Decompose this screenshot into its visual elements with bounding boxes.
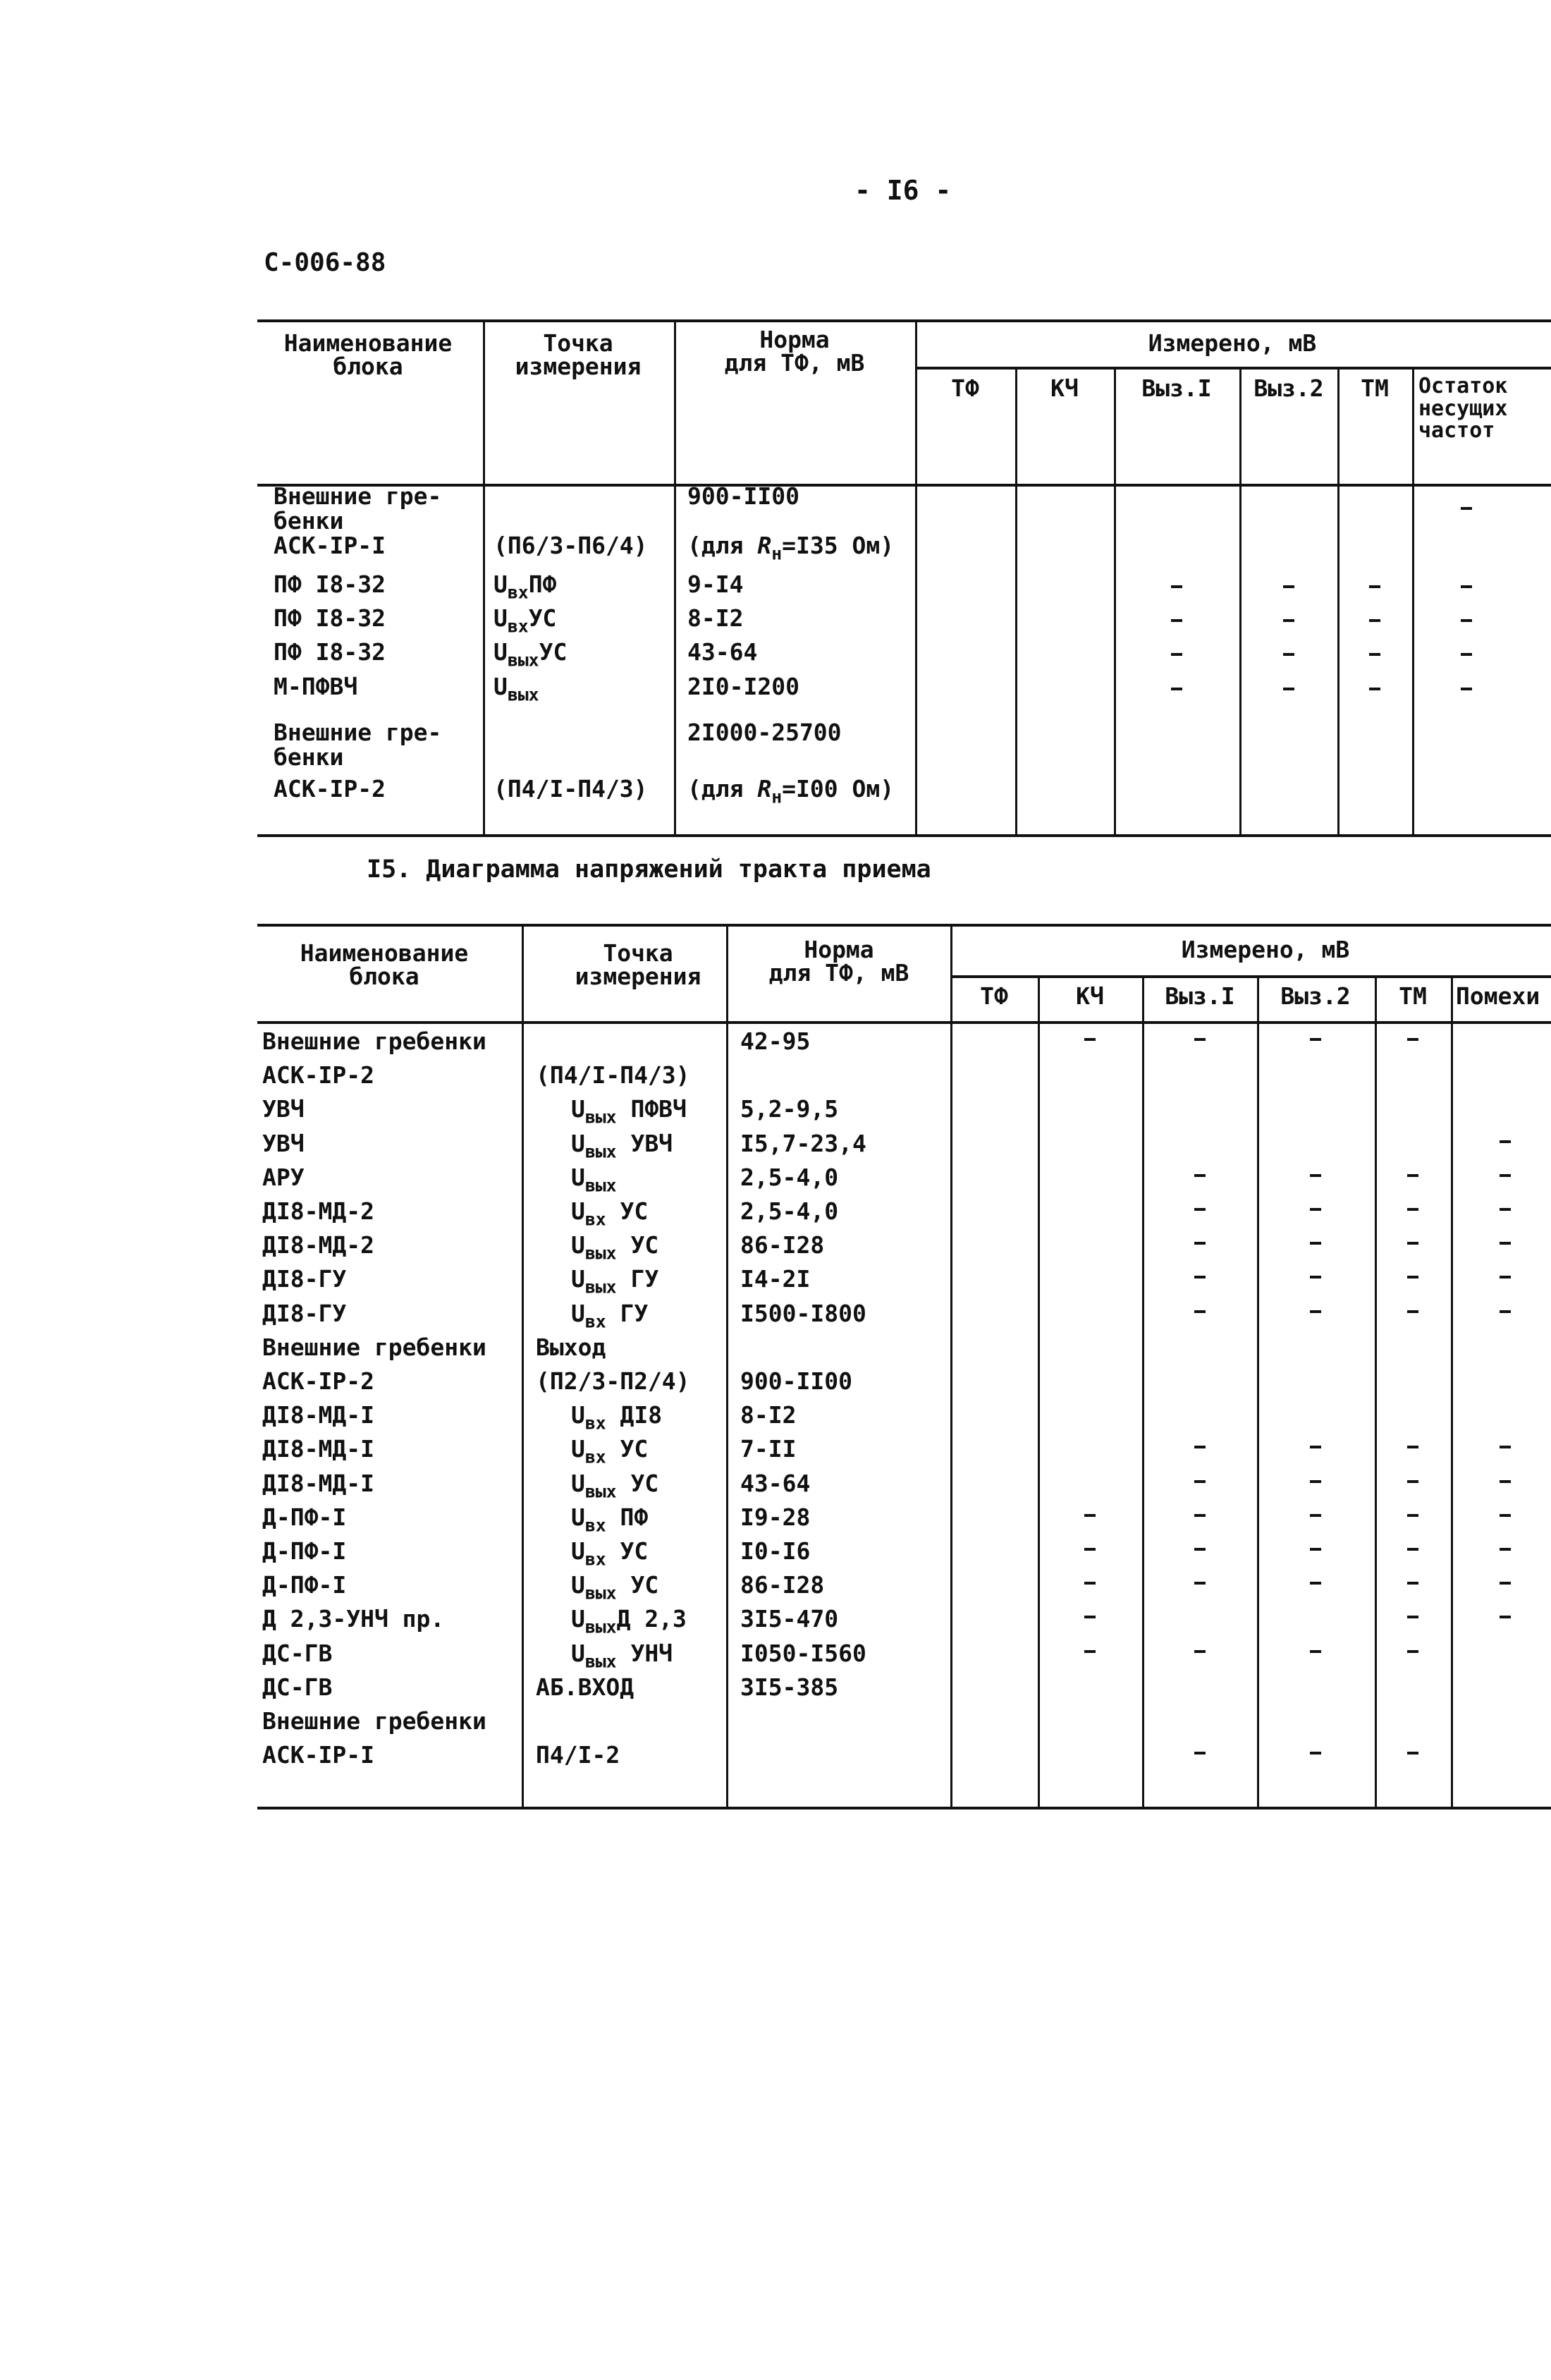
table2-cell-point: П4/I-2: [536, 1741, 620, 1769]
table2-dash-mark: [1407, 1276, 1418, 1279]
table2-cell-norm: I0-I6: [740, 1537, 811, 1565]
table2-cell-block: АСК-IР-2: [262, 1061, 374, 1089]
table2-cell-block: ДС-ГВ: [262, 1673, 333, 1701]
table1-subheader-residual: Остаток несущих частот: [1418, 374, 1508, 443]
table2-dash-mark: [1407, 1480, 1418, 1483]
table1-dash-mark: [1461, 653, 1472, 656]
table1-cell-norm: 900-II00: [687, 482, 799, 510]
table2-dash-mark: [1194, 1514, 1206, 1517]
table1-col-line: [483, 319, 485, 834]
table2-cell-norm: 8-I2: [740, 1401, 797, 1429]
table2-dash-mark: [1407, 1752, 1418, 1755]
table2-dash-mark: [1310, 1480, 1321, 1483]
table1-cell-norm: (для $R_н=I35$ Ом): [687, 532, 895, 564]
table2-dash-mark: [1500, 1140, 1511, 1143]
table2-header-measured: Измерено, мВ: [1181, 936, 1350, 963]
table1-dash-mark: [1461, 688, 1472, 690]
table2-subheader-label: ТМ: [1399, 982, 1427, 1010]
table2-cell-norm: I500-I800: [740, 1300, 866, 1327]
table2-cell-block: Д-ПФ-I: [262, 1503, 347, 1531]
table2-cell-block: Внешние гребенки: [262, 1027, 486, 1055]
table1-cell-point: (П4/I-П4/3): [494, 775, 648, 803]
table1-cell-point: $U_{вых}УС$: [494, 638, 568, 671]
table2-dash-mark: [1407, 1548, 1418, 1551]
table1-dash-mark: [1369, 585, 1380, 588]
table2-cell-norm: 3I5-470: [740, 1605, 839, 1633]
table2-cell-norm: I050-I560: [740, 1640, 866, 1667]
table1-subheader-label: КЧ: [1050, 374, 1079, 402]
table2-rule-top: [257, 924, 1551, 927]
table2-cell-point: (П2/3-П2/4): [536, 1367, 690, 1395]
table2-dash-mark: [1194, 1242, 1206, 1245]
table1-cell-norm: (для $R_н=I00$ Ом): [687, 775, 895, 807]
table1-rule-top: [257, 319, 1551, 322]
table2-dash-mark: [1194, 1174, 1206, 1177]
table2-subheader-label: ТФ: [980, 982, 1008, 1010]
table2-dash-mark: [1310, 1208, 1321, 1211]
table2-cell-block: Д-ПФ-I: [262, 1571, 347, 1599]
table2-dash-mark: [1407, 1650, 1418, 1653]
table1-dash-mark: [1283, 619, 1294, 622]
table2-dash-mark: [1500, 1242, 1511, 1245]
table2-dash-mark: [1194, 1446, 1206, 1448]
table2-dash-mark: [1407, 1514, 1418, 1517]
table2-cell-norm: I4-2I: [740, 1265, 811, 1293]
table2-dash-mark: [1310, 1310, 1321, 1313]
table2-dash-mark: [1310, 1446, 1321, 1448]
table2-dash-mark: [1407, 1174, 1418, 1177]
table2-cell-point: Выход: [536, 1334, 606, 1361]
table2-cell-point: $U_{вх}$ ГУ: [571, 1300, 649, 1332]
table1-dash-mark: [1283, 585, 1294, 588]
table2-col-line: [522, 924, 524, 1807]
table1-col-line: [1239, 367, 1242, 834]
table2-dash-mark: [1194, 1650, 1206, 1653]
table2-dash-mark: [1194, 1310, 1206, 1313]
document-code: С-006-88: [264, 248, 386, 277]
table1-dash-mark: [1369, 653, 1380, 656]
table2-dash-mark: [1084, 1650, 1096, 1653]
table2-cell-norm: I5,7-23,4: [740, 1130, 866, 1157]
table2-cell-norm: 2,5-4,0: [740, 1197, 839, 1225]
table2-cell-norm: 86-I28: [740, 1231, 825, 1259]
table2-cell-block: Д-ПФ-I: [262, 1537, 347, 1565]
table2-cell-norm: 7-II: [740, 1435, 797, 1463]
table1-dash-mark: [1461, 585, 1472, 588]
table2-cell-norm: 5,2-9,5: [740, 1095, 839, 1123]
table1-col-line: [915, 319, 917, 834]
table1-col-line: [1337, 367, 1340, 834]
table2-dash-mark: [1310, 1650, 1321, 1653]
table2-cell-point: $U_{вых}$ ГУ: [571, 1265, 659, 1298]
table2-dash-mark: [1500, 1616, 1511, 1618]
table2-cell-block: Внешние гребенки: [262, 1334, 486, 1361]
table2-dash-mark: [1310, 1548, 1321, 1551]
table2-dash-mark: [1407, 1616, 1418, 1618]
table2-dash-mark: [1194, 1582, 1206, 1585]
table2-dash-mark: [1310, 1174, 1321, 1177]
table2-dash-mark: [1194, 1480, 1206, 1483]
table2-cell-point: $U_{вых}$ ПФВЧ: [571, 1095, 687, 1128]
table1-rule-header: [257, 484, 1551, 487]
table1-subheader-label: ТМ: [1361, 374, 1389, 402]
table2-dash-mark: [1310, 1038, 1321, 1041]
table2-dash-mark: [1084, 1514, 1096, 1517]
table1-subheader-label: Выз.I: [1141, 374, 1212, 402]
table1-dash-mark: [1461, 507, 1472, 510]
table2-header-block: Наименование блока: [300, 939, 469, 990]
table1-header-point: Точка измерения: [515, 329, 642, 380]
table1-cell-norm: 9-I4: [687, 570, 744, 598]
table2-cell-norm: 43-64: [740, 1470, 811, 1497]
table1-cell-point: $U_{вх}ПФ$: [494, 570, 557, 603]
table1-dash-mark: [1171, 619, 1182, 622]
table1-dash-mark: [1369, 688, 1380, 690]
table1-cell-point: $U_{вых}$: [494, 673, 539, 705]
table2-cell-point: $U_{вх}$ УС: [571, 1435, 649, 1467]
table1-subheader-label: ТФ: [951, 374, 979, 402]
table1-col-line: [1114, 367, 1116, 834]
table2-cell-norm: 86-I28: [740, 1571, 825, 1599]
table2-cell-norm: 42-95: [740, 1027, 811, 1055]
table2-cell-point: $U_{вх}$ ДI8: [571, 1401, 663, 1434]
table2-cell-point: $U_{вых}$ УВЧ: [571, 1130, 673, 1162]
table1-dash-mark: [1369, 619, 1380, 622]
table1-cell-norm: 2I000-25700: [687, 719, 842, 746]
table1-col-line: [1412, 367, 1414, 834]
table2-dash-mark: [1407, 1446, 1418, 1448]
table2-col-line: [1142, 975, 1144, 1807]
table2-cell-block: ДI8-МД-I: [262, 1470, 374, 1497]
table1-cell-block: М-ПФВЧ: [274, 673, 358, 700]
table1-cell-norm: 8-I2: [687, 604, 744, 632]
table1-cell-block: Внешние гре-: [274, 482, 442, 510]
table2-cell-block: УВЧ: [262, 1130, 305, 1157]
table2-cell-norm: 3I5-385: [740, 1673, 839, 1701]
table2-rule-header: [257, 1021, 1551, 1024]
table1-col-line: [1015, 367, 1017, 834]
table2-cell-point: $U_{вых}$ УС: [571, 1470, 659, 1502]
table2-dash-mark: [1500, 1446, 1511, 1448]
table2-cell-block: Внешние гребенки: [262, 1707, 486, 1735]
table1-dash-mark: [1171, 653, 1182, 656]
table2-cell-block: АРУ: [262, 1164, 305, 1191]
table1-cell-block: АСК-IР-I: [274, 532, 386, 559]
table1-cell-block: ПФ I8-32: [274, 638, 386, 666]
page-number: - I6 -: [854, 175, 952, 206]
table2-cell-block: ДI8-МД-I: [262, 1435, 374, 1463]
table1-cell-point: $U_{вх}УС$: [494, 604, 557, 637]
table2-cell-point: $U_{вх}$ УС: [571, 1537, 649, 1570]
table2-dash-mark: [1407, 1242, 1418, 1245]
table2-rule-subheader: [950, 975, 1551, 978]
table2-dash-mark: [1407, 1038, 1418, 1041]
table2-col-line: [726, 924, 728, 1807]
table2-cell-block: АСК-IР-I: [262, 1741, 374, 1769]
table1-dash-mark: [1171, 585, 1182, 588]
table2-dash-mark: [1194, 1548, 1206, 1551]
table2-cell-norm: 900-II00: [740, 1367, 852, 1395]
table1-cell-block: Внешние гре-: [274, 719, 442, 746]
table1-col-line: [674, 319, 676, 834]
table1-cell-norm: 43-64: [687, 638, 758, 666]
table1-dash-mark: [1171, 688, 1182, 690]
table2-header-norm: Норма для ТФ, мВ: [768, 936, 909, 987]
table2-cell-point: (П4/I-П4/3): [536, 1061, 690, 1089]
table2-cell-block: ДI8-МД-2: [262, 1197, 374, 1225]
table2-dash-mark: [1500, 1548, 1511, 1551]
table2-dash-mark: [1084, 1548, 1096, 1551]
table2-col-line: [1375, 975, 1377, 1807]
table2-subheader-label: Выз.I: [1165, 982, 1235, 1010]
table1-cell-norm: 2I0-I200: [687, 673, 799, 700]
table1-header-norm: Норма для ТФ, мВ: [724, 326, 865, 377]
table2-dash-mark: [1500, 1174, 1511, 1177]
table2-dash-mark: [1310, 1276, 1321, 1279]
table2-cell-block: ДI8-МД-I: [262, 1401, 374, 1429]
table2-dash-mark: [1310, 1752, 1321, 1755]
table2-dash-mark: [1194, 1038, 1206, 1041]
table-caption: I5. Диаграмма напряжений тракта приема: [367, 855, 931, 884]
table1-cell-block: АСК-IР-2: [274, 775, 386, 803]
table2-cell-block: ДI8-МД-2: [262, 1231, 374, 1259]
table1-dash-mark: [1283, 688, 1294, 690]
table2-dash-mark: [1500, 1208, 1511, 1211]
table1-cell-block: бенки: [274, 743, 344, 771]
table1-cell-point: (П6/3-П6/4): [494, 532, 648, 559]
table1-dash-mark: [1283, 653, 1294, 656]
table1-header-block: Наименование блока: [283, 329, 453, 380]
table2-dash-mark: [1310, 1242, 1321, 1245]
table2-cell-block: ДI8-ГУ: [262, 1265, 347, 1293]
table1-rule-bottom: [257, 834, 1551, 837]
table2-cell-point: $U_{вых}Д$ 2,3: [571, 1605, 687, 1637]
table2-col-line: [1451, 975, 1453, 1807]
table2-cell-block: ДI8-ГУ: [262, 1300, 347, 1327]
table2-dash-mark: [1500, 1310, 1511, 1313]
table1-cell-block: ПФ I8-32: [274, 570, 386, 598]
table2-cell-point: $U_{вх}$ ПФ: [571, 1503, 649, 1536]
table2-cell-point: $U_{вых}$: [571, 1164, 617, 1196]
table2-dash-mark: [1310, 1514, 1321, 1517]
table2-subheader-label: КЧ: [1076, 982, 1104, 1010]
table2-header-point: Точка измерения: [575, 939, 701, 990]
table2-col-line: [950, 924, 952, 1807]
table2-subheader-label: Выз.2: [1280, 982, 1351, 1010]
table1-rule-subheader: [915, 367, 1551, 370]
table2-dash-mark: [1500, 1514, 1511, 1517]
table2-cell-point: $U_{вых}$ УС: [571, 1571, 659, 1604]
table2-dash-mark: [1194, 1208, 1206, 1211]
table2-cell-block: УВЧ: [262, 1095, 305, 1123]
table2-dash-mark: [1500, 1276, 1511, 1279]
table2-dash-mark: [1084, 1038, 1096, 1041]
table2-rule-bottom: [257, 1807, 1551, 1810]
table2-cell-point: $U_{вых}$ УНЧ: [571, 1640, 673, 1672]
table1-subheader-label: Выз.2: [1253, 374, 1324, 402]
table1-cell-block: ПФ I8-32: [274, 604, 386, 632]
table1-dash-mark: [1461, 619, 1472, 622]
table2-dash-mark: [1194, 1276, 1206, 1279]
table2-cell-point: $U_{вх}$ УС: [571, 1197, 649, 1230]
table2-dash-mark: [1500, 1480, 1511, 1483]
table2-dash-mark: [1407, 1208, 1418, 1211]
table2-cell-point: АБ.ВХОД: [536, 1673, 634, 1701]
table1-header-measured: Измерено, мВ: [1148, 329, 1317, 357]
table2-cell-block: ДС-ГВ: [262, 1640, 333, 1667]
table2-dash-mark: [1194, 1752, 1206, 1755]
table2-cell-norm: I9-28: [740, 1503, 811, 1531]
table1-cell-block: бенки: [274, 507, 344, 535]
table2-dash-mark: [1407, 1582, 1418, 1585]
table2-cell-block: АСК-IР-2: [262, 1367, 374, 1395]
table2-col-line: [1038, 975, 1040, 1807]
table2-cell-norm: 2,5-4,0: [740, 1164, 839, 1191]
table2-cell-block: Д 2,3-УНЧ пр.: [262, 1605, 445, 1633]
table2-dash-mark: [1500, 1582, 1511, 1585]
table2-dash-mark: [1310, 1582, 1321, 1585]
table2-dash-mark: [1084, 1616, 1096, 1618]
table2-dash-mark: [1084, 1582, 1096, 1585]
table2-cell-point: $U_{вых}$ УС: [571, 1231, 659, 1264]
table2-subheader-label: Помехи: [1456, 982, 1540, 1010]
table2-dash-mark: [1407, 1310, 1418, 1313]
table2-col-line: [1257, 975, 1259, 1807]
